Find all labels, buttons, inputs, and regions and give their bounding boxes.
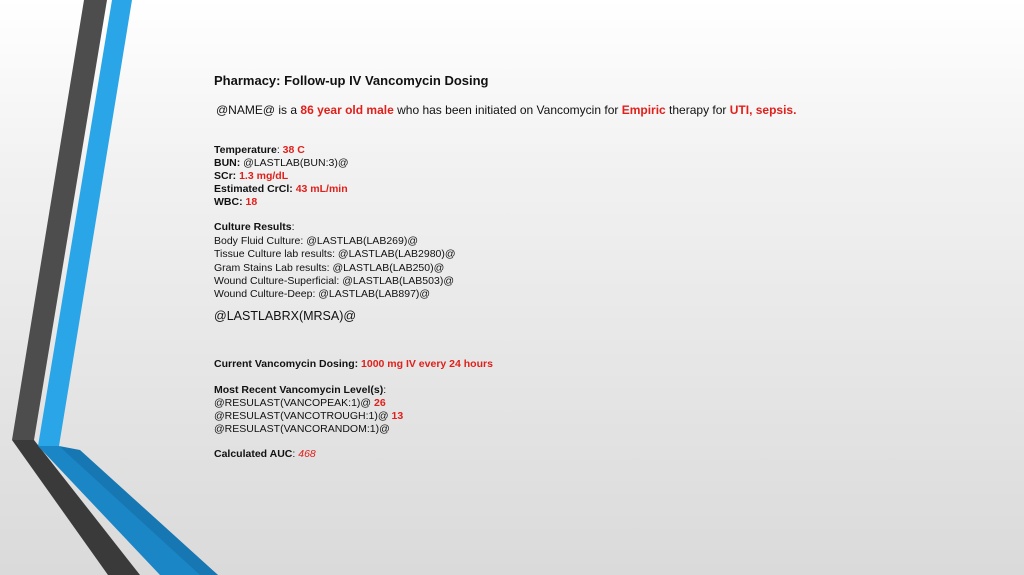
levels-header [214, 384, 386, 397]
random-token: @RESULAST(VANCORANDOM:1)@ [214, 423, 390, 435]
culture-header [214, 221, 295, 234]
temperature-label: Temperature [214, 144, 277, 156]
auc-line [214, 448, 316, 461]
levels-header-sep: : [383, 384, 387, 396]
wbc-label: WBC: [214, 196, 243, 208]
dosing-value: 1000 mg IV every 24 hours [361, 358, 493, 370]
culture-item: Body Fluid Culture: @LASTLAB(LAB269)@ [214, 235, 418, 247]
culture-item: Gram Stains Lab results: @LASTLAB(LAB250)@ [214, 262, 445, 274]
levels-header-label: Most Recent Vancomycin Level(s) [214, 384, 384, 396]
trough-value: 13 [391, 410, 404, 422]
age-sex: 86 year old male [300, 103, 394, 117]
auc-label: Calculated AUC [214, 448, 293, 460]
trough-token: @RESULAST(VANCOTROUGH:1)@ [214, 410, 389, 422]
wbc-line [214, 196, 257, 209]
crcl-label: Estimated CrCl: [214, 183, 293, 195]
name-token: @NAME@ [216, 103, 276, 117]
therapy-type: Empiric [621, 103, 666, 117]
culture-item: Tissue Culture lab results: @LASTLAB(LAB2980)@ [214, 248, 456, 260]
bun-label: BUN: [214, 157, 241, 169]
crcl-line [214, 183, 348, 196]
patient-intro [216, 103, 796, 117]
mrsa-token: @LASTLABRX(MRSA)@ [214, 309, 357, 323]
bun-line [214, 157, 349, 170]
culture-header-sep: : [291, 221, 295, 233]
culture-item: Wound Culture-Deep: @LASTLAB(LAB897)@ [214, 288, 431, 300]
wbc-value: 18 [245, 196, 258, 208]
culture-header-label: Culture Results [214, 221, 292, 233]
temperature-line [214, 144, 305, 157]
intro-text-initiated: who has been initiated on Vancomycin for [393, 103, 622, 117]
temperature-sep: : [276, 144, 283, 156]
culture-item: Wound Culture-Superficial: @LASTLAB(LAB503)@ [214, 275, 454, 287]
scr-line [214, 170, 288, 183]
random-line [214, 423, 390, 436]
intro-text-is-a: is a [275, 103, 301, 117]
auc-sep: : [292, 448, 299, 460]
peak-value: 26 [374, 397, 386, 409]
scr-value: 1.3 mg/dL [239, 170, 289, 182]
crcl-value: 43 mL/min [295, 183, 348, 195]
temperature-value: 38 C [282, 144, 305, 156]
indication: UTI, sepsis. [729, 103, 797, 117]
dosing-label: Current Vancomycin Dosing: [214, 358, 359, 370]
scr-label: SCr: [214, 170, 237, 182]
trough-line [214, 410, 403, 423]
dosing-line [214, 358, 493, 371]
auc-value: 468 [298, 448, 316, 460]
peak-token: @RESULAST(VANCOPEAK:1)@ [214, 397, 372, 409]
peak-line [214, 397, 386, 410]
bun-value: @LASTLAB(BUN:3)@ [240, 157, 349, 169]
slide-title: Pharmacy: Follow-up IV Vancomycin Dosing [214, 73, 489, 88]
intro-text-therapy-for: therapy for [665, 103, 730, 117]
